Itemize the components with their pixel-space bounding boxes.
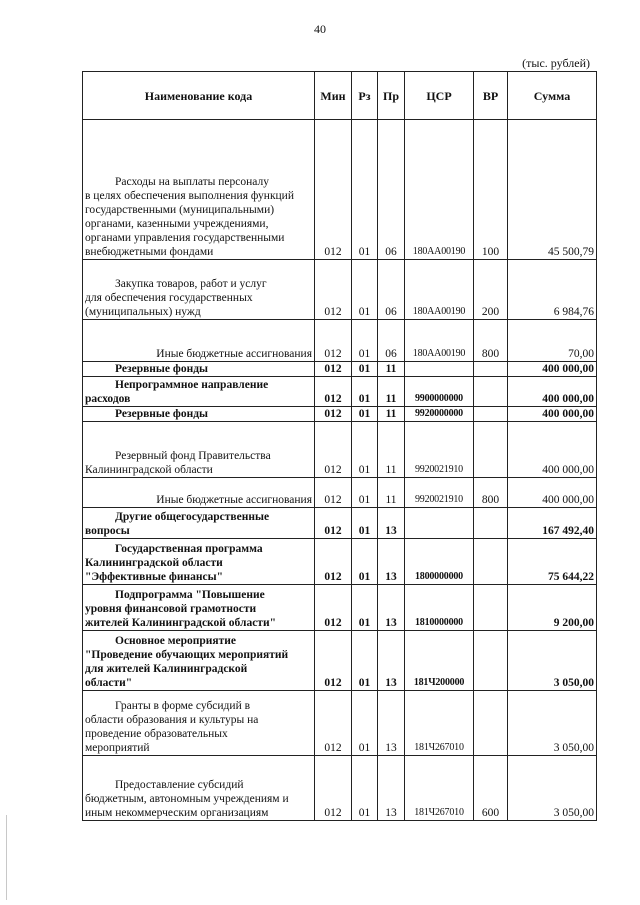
cell-name: [83, 320, 315, 362]
table-row: [83, 407, 597, 422]
cell-name: [83, 377, 315, 407]
cell-vr: 600: [474, 756, 508, 821]
cell-sum: 400 000,00: [508, 377, 597, 407]
cell-rz: 01: [352, 756, 378, 821]
cell-vr: [474, 691, 508, 756]
cell-name-line: Иные бюджетные ассигнования: [156, 348, 312, 360]
cell-name-line: для жителей Калининградской: [85, 663, 248, 675]
table-row: [83, 362, 597, 377]
cell-vr: 800: [474, 320, 508, 362]
cell-name-line: Непрограммное направление: [115, 379, 269, 391]
cell-sum: 400 000,00: [508, 422, 597, 478]
cell-name-line: Резервный фонд Правительства: [115, 450, 271, 462]
cell-min: 012: [315, 585, 352, 631]
cell-name-line: органами управления государственными: [85, 232, 285, 244]
cell-name: [83, 631, 315, 691]
cell-name-line: Подпрограмма "Повышение: [115, 589, 265, 601]
cell-pr: 06: [378, 320, 405, 362]
cell-rz: 01: [352, 478, 378, 508]
table-row: [83, 691, 597, 756]
cell-name-line: жителей Калининградской области": [85, 617, 276, 629]
cell-csr: 9900000000: [405, 377, 474, 407]
cell-rz: 01: [352, 508, 378, 539]
cell-name-line: вопросы: [85, 525, 130, 537]
cell-rz: 01: [352, 120, 378, 260]
cell-name: [83, 422, 315, 478]
cell-pr: 11: [378, 407, 405, 422]
page-number: 40: [314, 22, 326, 36]
cell-csr: 180АА00190: [405, 120, 474, 260]
cell-name-line: Резервные фонды: [115, 408, 209, 420]
table-row: [83, 377, 597, 407]
cell-csr: [405, 362, 474, 377]
cell-min: 012: [315, 422, 352, 478]
cell-pr: 11: [378, 362, 405, 377]
table-row: [83, 478, 597, 508]
cell-rz: 01: [352, 539, 378, 585]
cell-vr: 800: [474, 478, 508, 508]
cell-sum: 167 492,40: [508, 508, 597, 539]
cell-rz: 01: [352, 320, 378, 362]
cell-vr: [474, 585, 508, 631]
header-name: Наименование кода: [83, 72, 315, 120]
cell-vr: [474, 631, 508, 691]
cell-name-line: Закупка товаров, работ и услуг: [115, 278, 267, 290]
cell-name-line: Расходы на выплаты персоналу: [115, 176, 269, 188]
cell-sum: 9 200,00: [508, 585, 597, 631]
cell-name-line: Гранты в форме субсидий в: [115, 700, 251, 712]
header-min: Мин: [315, 72, 352, 120]
header-vr: ВР: [474, 72, 508, 120]
cell-name-line: государственными (муниципальными): [85, 204, 275, 216]
cell-vr: [474, 508, 508, 539]
table-row: [83, 631, 597, 691]
cell-min: 012: [315, 362, 352, 377]
cell-min: 012: [315, 120, 352, 260]
cell-name: [83, 260, 315, 320]
cell-name-line: внебюджетными фондами: [85, 246, 214, 258]
cell-rz: 01: [352, 407, 378, 422]
cell-csr: 181Ч267010: [405, 756, 474, 821]
cell-name: [83, 539, 315, 585]
cell-csr: 180АА00190: [405, 260, 474, 320]
cell-csr: 9920021910: [405, 422, 474, 478]
cell-name-line: Калининградской области: [85, 557, 223, 569]
cell-rz: 01: [352, 631, 378, 691]
cell-name-line: области образования и культуры на: [85, 714, 259, 726]
cell-vr: [474, 407, 508, 422]
cell-name: [83, 478, 315, 508]
cell-name-line: мероприятий: [85, 742, 150, 754]
cell-rz: 01: [352, 422, 378, 478]
table-row: [83, 260, 597, 320]
cell-name-line: органами, казенными учреждениями,: [85, 218, 269, 230]
header-rz: Рз: [352, 72, 378, 120]
cell-sum: 400 000,00: [508, 478, 597, 508]
units-label: (тыс. рублей): [522, 56, 590, 70]
cell-name-line: расходов: [85, 393, 131, 405]
cell-name-line: (муниципальных) нужд: [85, 306, 201, 318]
cell-pr: 13: [378, 691, 405, 756]
table-row: [83, 120, 597, 260]
cell-sum: 75 644,22: [508, 539, 597, 585]
cell-pr: 06: [378, 120, 405, 260]
cell-sum: 3 050,00: [508, 631, 597, 691]
cell-sum: 400 000,00: [508, 407, 597, 422]
cell-sum: 70,00: [508, 320, 597, 362]
cell-pr: 13: [378, 756, 405, 821]
header-sum: Сумма: [508, 72, 597, 120]
cell-pr: 13: [378, 508, 405, 539]
cell-csr: 180АА00190: [405, 320, 474, 362]
cell-min: 012: [315, 539, 352, 585]
cell-name: [83, 362, 315, 377]
cell-min: 012: [315, 260, 352, 320]
cell-sum: 400 000,00: [508, 362, 597, 377]
cell-vr: 100: [474, 120, 508, 260]
cell-rz: 01: [352, 260, 378, 320]
cell-rz: 01: [352, 362, 378, 377]
cell-pr: 13: [378, 585, 405, 631]
cell-name: [83, 120, 315, 260]
table-row: [83, 320, 597, 362]
header-pr: Пр: [378, 72, 405, 120]
cell-csr: 9920021910: [405, 478, 474, 508]
cell-csr: 181Ч200000: [405, 631, 474, 691]
cell-min: 012: [315, 478, 352, 508]
header-csr: ЦСР: [405, 72, 474, 120]
cell-name-line: Государственная программа: [115, 543, 263, 555]
cell-name: [83, 407, 315, 422]
cell-name: [83, 508, 315, 539]
cell-sum: 3 050,00: [508, 691, 597, 756]
cell-name-line: области": [85, 677, 133, 689]
table-row: [83, 756, 597, 821]
cell-name: [83, 756, 315, 821]
cell-vr: [474, 377, 508, 407]
cell-rz: 01: [352, 377, 378, 407]
cell-pr: 13: [378, 539, 405, 585]
cell-vr: 200: [474, 260, 508, 320]
cell-name-line: проведение образовательных: [85, 728, 228, 740]
cell-vr: [474, 422, 508, 478]
cell-pr: 06: [378, 260, 405, 320]
cell-min: 012: [315, 377, 352, 407]
cell-name-line: "Эффективные финансы": [85, 571, 223, 583]
cell-csr: 1810000000: [405, 585, 474, 631]
cell-min: 012: [315, 691, 352, 756]
cell-name-line: Резервные фонды: [115, 363, 209, 375]
cell-sum: 45 500,79: [508, 120, 597, 260]
scan-edge: [6, 815, 7, 900]
cell-pr: 11: [378, 377, 405, 407]
cell-rz: 01: [352, 585, 378, 631]
cell-min: 012: [315, 756, 352, 821]
cell-pr: 11: [378, 478, 405, 508]
cell-name: [83, 585, 315, 631]
cell-min: 012: [315, 508, 352, 539]
cell-csr: 1800000000: [405, 539, 474, 585]
cell-name-line: уровня финансовой грамотности: [85, 603, 257, 615]
table-row: [83, 539, 597, 585]
table-header-row: [83, 72, 597, 120]
cell-sum: 6 984,76: [508, 260, 597, 320]
cell-name-line: Предоставление субсидий: [115, 779, 244, 791]
budget-table: [82, 71, 597, 821]
cell-min: 012: [315, 407, 352, 422]
cell-csr: 9920000000: [405, 407, 474, 422]
table-body: [83, 120, 597, 821]
cell-name-line: иным некоммерческим организациям: [85, 807, 269, 819]
cell-name-line: бюджетным, автономным учреждениям и: [85, 793, 289, 805]
cell-pr: 13: [378, 631, 405, 691]
cell-sum: 3 050,00: [508, 756, 597, 821]
table-row: [83, 422, 597, 478]
cell-name-line: "Проведение обучающих мероприятий: [85, 649, 289, 661]
cell-vr: [474, 539, 508, 585]
cell-name-line: Другие общегосударственные: [115, 511, 270, 523]
table-row: [83, 508, 597, 539]
cell-vr: [474, 362, 508, 377]
cell-name-line: для обеспечения государственных: [85, 292, 253, 304]
cell-csr: 181Ч267010: [405, 691, 474, 756]
cell-pr: 11: [378, 422, 405, 478]
cell-name-line: Калининградской области: [85, 464, 213, 476]
cell-name-line: Иные бюджетные ассигнования: [156, 494, 312, 506]
table-row: [83, 585, 597, 631]
cell-name: [83, 691, 315, 756]
cell-min: 012: [315, 320, 352, 362]
cell-name-line: в целях обеспечения выполнения функций: [85, 190, 294, 202]
cell-csr: [405, 508, 474, 539]
cell-rz: 01: [352, 691, 378, 756]
cell-min: 012: [315, 631, 352, 691]
cell-name-line: Основное мероприятие: [115, 635, 237, 647]
